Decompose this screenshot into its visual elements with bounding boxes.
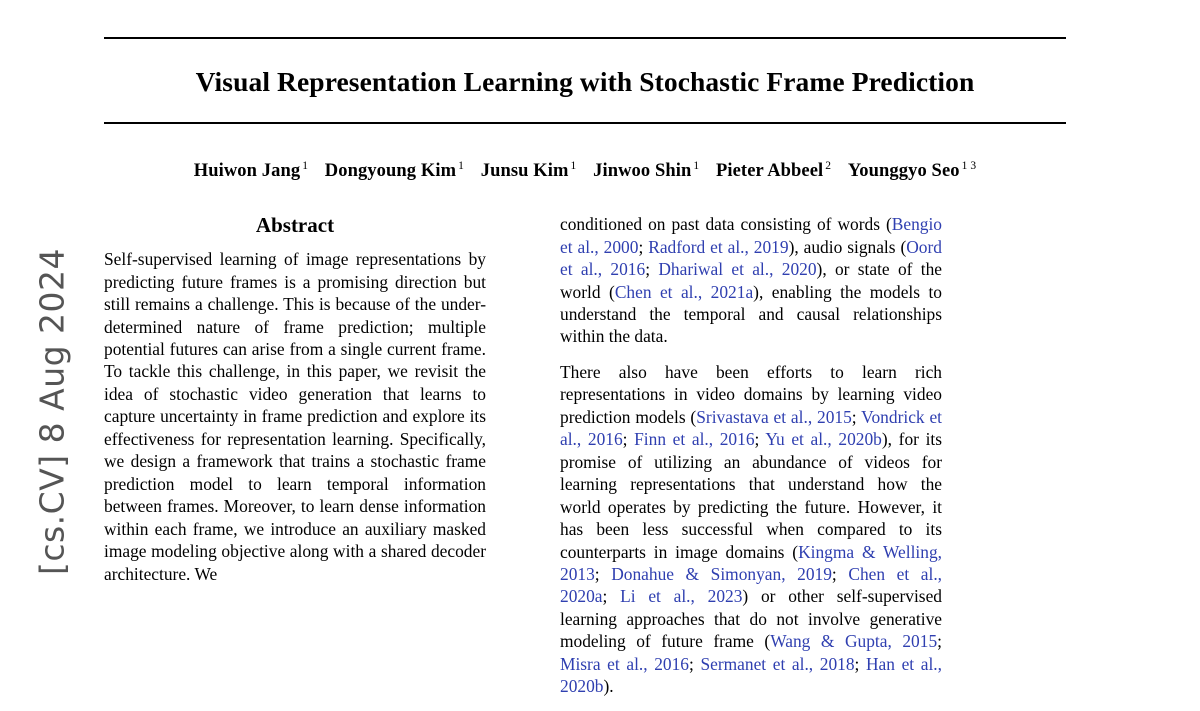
body-text-run: ), or state of the world ( xyxy=(560,259,942,302)
body-text-run: ; xyxy=(602,586,621,607)
body-text-run: ; xyxy=(854,653,866,674)
body-text-run: conditioned on past data consisting of words ( xyxy=(560,214,892,235)
citation-link[interactable]: Yu et al., 2020b xyxy=(765,429,882,450)
author-name: Huiwon Jang xyxy=(193,161,301,182)
two-column-body xyxy=(104,213,1066,711)
left-column xyxy=(104,213,486,711)
arxiv-stamp: [cs.CV] 8 Aug 2024 xyxy=(32,247,72,576)
author-name: Pieter Abbeel xyxy=(715,161,824,182)
page-title: Visual Representation Learning with Stochastic Frame Prediction xyxy=(195,66,975,97)
citation-link[interactable]: Chen et al., 2020a xyxy=(560,563,943,607)
citation-link[interactable]: Bengio et al., 2000 xyxy=(560,214,942,257)
citation-link[interactable]: Chen et al., 2021a xyxy=(614,281,754,302)
citation-link[interactable]: Han et al., 2020b xyxy=(560,653,942,697)
citation-link[interactable]: Finn et al., 2016 xyxy=(634,429,755,450)
author-affiliation: 1 3 xyxy=(961,160,977,172)
body-text-run: ; xyxy=(622,429,635,450)
body-text-run: ; xyxy=(594,563,612,584)
body-text-run: ; xyxy=(689,653,701,674)
citation-link[interactable]: Dhariwal et al., 2020 xyxy=(658,259,817,280)
body-text-run: ) or other self-supervised learning approaches that do not involve generative modeling of future frame ( xyxy=(560,586,942,652)
author-entry xyxy=(716,161,831,181)
author-entry xyxy=(593,161,699,181)
author-name: Junsu Kim xyxy=(480,161,569,182)
citation-link[interactable]: Srivastava et al., 2015 xyxy=(696,406,852,427)
body-text-run: ; xyxy=(638,236,649,257)
body-text-run: ; xyxy=(937,631,942,652)
author-name: Dongyoung Kim xyxy=(324,161,457,182)
intro-paragraph-1 xyxy=(560,213,942,348)
author-entry xyxy=(848,161,976,181)
author-affiliation: 1 xyxy=(302,160,309,172)
body-text-run: ), audio signals ( xyxy=(788,236,907,257)
author-list xyxy=(104,124,1066,182)
author-name: Younggyo Seo xyxy=(847,161,960,182)
body-text-run: There also have been efforts to learn rich representations in video domains by learning video prediction models ( xyxy=(560,361,942,427)
body-text-run: ; xyxy=(851,406,862,427)
author-affiliation: 1 xyxy=(570,160,577,172)
author-affiliation: 1 xyxy=(458,160,464,172)
author-entry xyxy=(481,161,577,181)
citation-link[interactable]: Sermanet et al., 2018 xyxy=(700,653,855,674)
body-text-run: ), enabling the models to understand the temporal and causal relationships within the data. xyxy=(560,281,942,347)
citation-link[interactable]: Radford et al., 2019 xyxy=(648,236,789,257)
abstract-paragraph: Self-supervised learning of image representations by predicting future frames is a promising direction but still remains a challenge. This is because of the under-determined nature of frame prediction; multiple potential futures can arise from a single current frame. To tackle this challenge, in this paper, we revisit the idea of stochastic video generation that learns to capture uncertainty in frame prediction and explore its effectiveness for representation learning. Specifically, we design a framework that trains a stochastic frame prediction model to learn temporal information between frames. Moreover, to learn dense information within each frame, we introduce an auxiliary masked image modeling objective along with a shared decoder architecture. We xyxy=(104,249,486,584)
citation-link[interactable]: Donahue & Simonyan, 2019 xyxy=(611,563,832,584)
body-text-run: ; xyxy=(754,429,766,450)
citation-link[interactable]: Oord et al., 2016 xyxy=(560,236,942,280)
author-entry xyxy=(325,161,464,181)
citation-link[interactable]: Kingma & Welling, 2013 xyxy=(560,541,942,584)
abstract-heading: Abstract xyxy=(255,213,335,238)
body-text-run: ). xyxy=(603,676,614,697)
author-entry xyxy=(194,161,308,181)
citation-link[interactable]: Misra et al., 2016 xyxy=(560,653,689,674)
right-column xyxy=(560,213,942,711)
body-text-run: ; xyxy=(831,563,849,584)
citation-link[interactable]: Li et al., 2023 xyxy=(620,586,743,607)
citation-link[interactable]: Vondrick et al., 2016 xyxy=(560,406,943,450)
author-affiliation: 1 xyxy=(693,160,700,172)
citation-link[interactable]: Wang & Gupta, 2015 xyxy=(770,631,938,652)
body-text-run: ; xyxy=(645,259,659,280)
author-name: Jinwoo Shin xyxy=(593,161,692,182)
body-text-run: ), for its promise of utilizing an abundance of videos for learning representations that understand how the world operates by predicting the future. However, it has been less successful when compared to its counterparts in image domains ( xyxy=(560,429,942,562)
intro-paragraph-2 xyxy=(560,361,942,698)
paper-content xyxy=(104,0,1066,711)
author-affiliation: 2 xyxy=(825,160,832,172)
